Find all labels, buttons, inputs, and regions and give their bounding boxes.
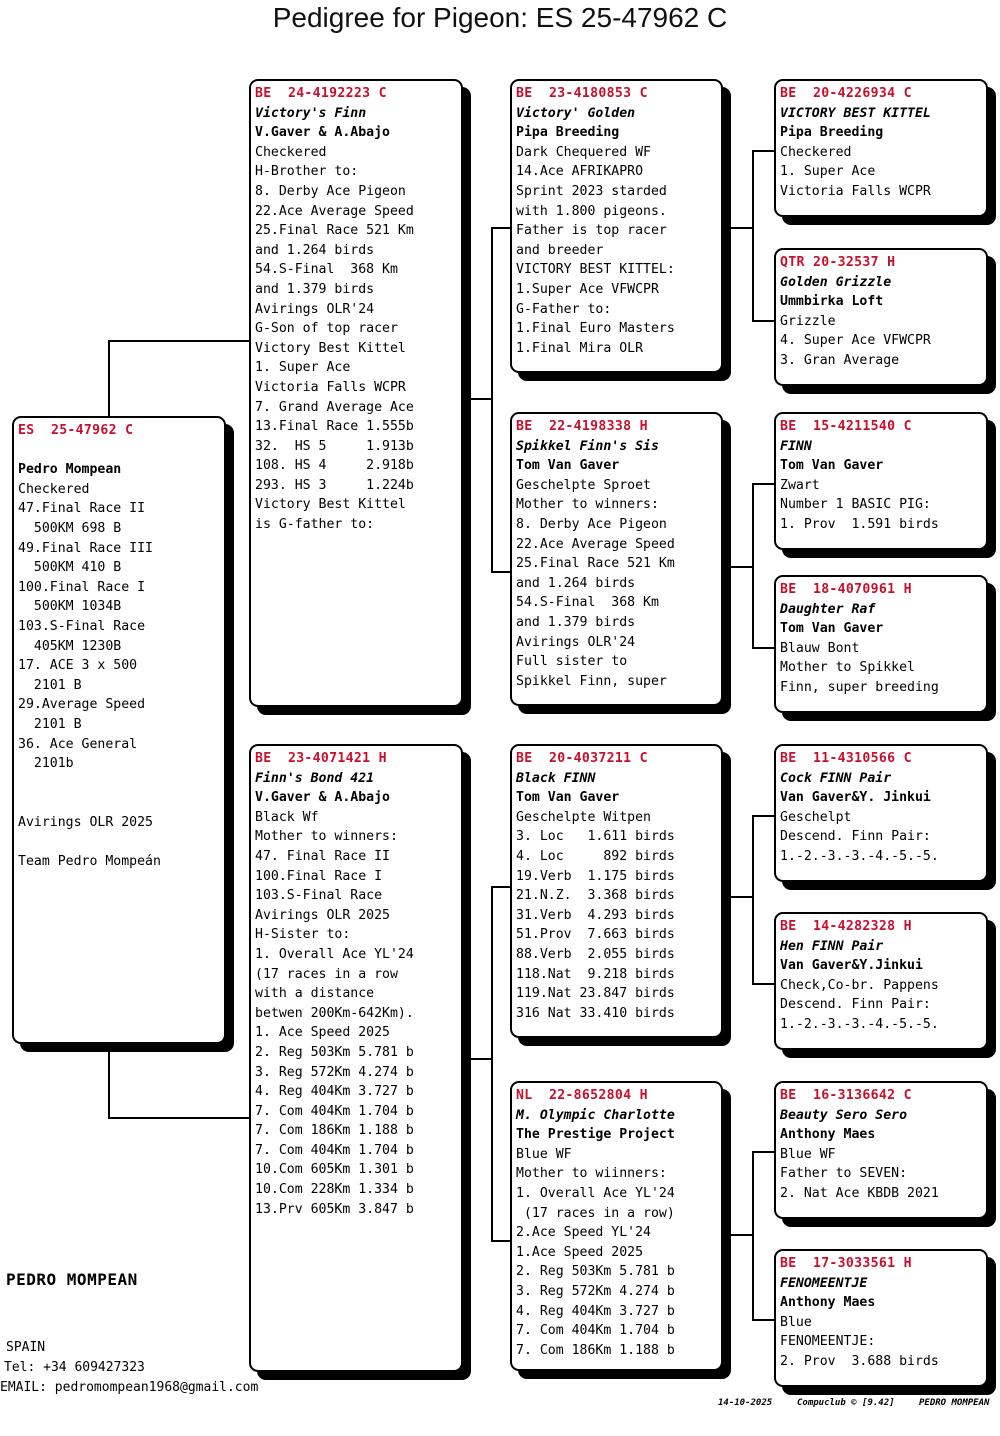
detail-line bbox=[18, 441, 220, 461]
detail-line bbox=[18, 793, 220, 813]
detail-line: 2. Reg 503Km 5.781 b bbox=[255, 1044, 414, 1060]
grandsire-paternal-card[interactable] bbox=[510, 79, 723, 373]
ring-number: BE 23-4071421 H bbox=[255, 751, 387, 766]
detail-line: 14.Ace AFRIKAPRO bbox=[516, 164, 644, 180]
page-title: Pedigree for Pigeon: ES 25-47962 C bbox=[272, 2, 728, 33]
great-grandparent-card-2[interactable] bbox=[774, 248, 988, 386]
pigeon-name: M. Olympic Charlotte bbox=[516, 1107, 675, 1123]
detail-line: and 1.379 birds bbox=[516, 614, 636, 630]
detail-line: with 1.800 pigeons. bbox=[516, 203, 667, 219]
detail-line: 7. Grand Average Ace bbox=[255, 399, 414, 415]
ring-number: ES 25-47962 C bbox=[18, 423, 134, 438]
detail-line: 100.Final Race I bbox=[255, 868, 383, 884]
footer-date: 14-10-2025 bbox=[718, 1398, 773, 1408]
connector-line bbox=[729, 227, 753, 229]
detail-line bbox=[18, 832, 220, 852]
detail-line: Blauw Bont bbox=[780, 640, 860, 656]
breeder-name: Ummbirka Loft bbox=[780, 294, 884, 310]
detail-line: Sprint 2023 starded bbox=[516, 183, 667, 199]
detail-line: Spikkel Finn, super bbox=[516, 673, 667, 689]
connector-line bbox=[752, 1319, 774, 1321]
detail-line: 103.S-Final Race bbox=[18, 618, 146, 634]
pigeon-name: FENOMEENTJE bbox=[780, 1275, 868, 1291]
detail-line: 2. Reg 503Km 5.781 b bbox=[516, 1264, 675, 1280]
detail-line: 7. Com 404Km 1.704 b bbox=[516, 1323, 675, 1339]
breeder-name: V.Gaver & A.Abajo bbox=[255, 125, 390, 141]
breeder-name: Tom Van Gaver bbox=[516, 458, 620, 474]
breeder-name: Van Gaver&Y. Jinkui bbox=[780, 790, 931, 806]
detail-line: 4. Loc 892 birds bbox=[516, 848, 675, 864]
detail-line: 17. ACE 3 x 500 bbox=[18, 658, 138, 674]
ring-number: BE 20-4037211 C bbox=[516, 751, 648, 766]
detail-line: Avirings OLR'24 bbox=[255, 301, 375, 317]
detail-line: 47. Final Race II bbox=[255, 848, 390, 864]
detail-line: 1. Prov 1.591 birds bbox=[780, 516, 939, 532]
detail-line: 13.Final Race 1.555b bbox=[255, 419, 414, 435]
connector-line bbox=[729, 1234, 753, 1236]
pigeon-name: Finn's Bond 421 bbox=[255, 770, 375, 786]
detail-line: Victory Best Kittel bbox=[255, 340, 406, 356]
detail-line: Black Wf bbox=[255, 809, 319, 825]
breeder-name: Anthony Maes bbox=[780, 1127, 876, 1143]
ring-number: BE 14-4282328 H bbox=[780, 919, 912, 934]
detail-line: 8. Derby Ace Pigeon bbox=[516, 516, 667, 532]
breeder-name: Tom Van Gaver bbox=[780, 458, 884, 474]
connector-line bbox=[108, 1048, 110, 1118]
detail-line: 4. Super Ace VFWCPR bbox=[780, 333, 931, 349]
detail-line: 49.Final Race III bbox=[18, 540, 153, 556]
ring-number: BE 18-4070961 H bbox=[780, 582, 912, 597]
detail-line: is G-father to: bbox=[255, 517, 375, 533]
detail-line: Victory Best Kittel bbox=[255, 497, 406, 513]
owner-country: SPAIN bbox=[6, 1340, 46, 1355]
detail-line: Pedro Mompean bbox=[18, 462, 122, 478]
breeder-name: Anthony Maes bbox=[780, 1295, 876, 1311]
detail-line: 1. Ace Speed 2025 bbox=[255, 1025, 390, 1041]
detail-line: Full sister to bbox=[516, 654, 628, 670]
ring-number: QTR 20-32537 H bbox=[780, 255, 896, 270]
subject-pigeon-card[interactable] bbox=[12, 416, 226, 1044]
great-grandparent-card-6[interactable] bbox=[774, 912, 988, 1050]
detail-line: 293. HS 3 1.224b bbox=[255, 477, 414, 493]
detail-line: Victoria Falls WCPR bbox=[780, 183, 931, 199]
detail-line: 1.Final Euro Masters bbox=[516, 321, 675, 337]
connector-line bbox=[752, 815, 754, 985]
detail-line: 1.-2.-3.-3.-4.-5.-5. bbox=[780, 1016, 939, 1032]
detail-line: 500KM 410 B bbox=[18, 560, 122, 576]
detail-line: 500KM 1034B bbox=[18, 599, 122, 615]
detail-line: 3. Reg 572Km 4.274 b bbox=[516, 1283, 675, 1299]
footer-owner: PEDRO MOMPEAN bbox=[919, 1398, 990, 1408]
detail-line: Mother to Spikkel bbox=[780, 660, 915, 676]
detail-line: 25.Final Race 521 Km bbox=[516, 556, 675, 572]
owner-name: PEDRO MOMPEAN bbox=[6, 1270, 138, 1289]
detail-line: Finn, super breeding bbox=[780, 679, 939, 695]
detail-line: and 1.264 birds bbox=[255, 242, 375, 258]
detail-line: 29.Average Speed bbox=[18, 697, 146, 713]
pigeon-name: FINN bbox=[780, 438, 812, 454]
ring-number: BE 22-4198338 H bbox=[516, 419, 648, 434]
ring-number: BE 20-4226934 C bbox=[780, 86, 912, 101]
connector-line bbox=[752, 1151, 774, 1153]
detail-line: Dark Chequered WF bbox=[516, 144, 651, 160]
connector-line bbox=[729, 566, 753, 568]
detail-line: 1. Super Ace bbox=[255, 360, 351, 376]
detail-line: VICTORY BEST KITTEL: bbox=[516, 262, 675, 278]
owner-email[interactable]: EMAIL: pedromompean1968@gmail.com bbox=[0, 1380, 259, 1395]
detail-line bbox=[18, 774, 220, 794]
detail-line: 1.Super Ace VFWCPR bbox=[516, 281, 659, 297]
detail-line: 4. Reg 404Km 3.727 b bbox=[255, 1084, 414, 1100]
connector-line bbox=[491, 571, 511, 573]
detail-line: Blue WF bbox=[780, 1146, 836, 1162]
detail-line: Geschelpte Witpen bbox=[516, 809, 651, 825]
pigeon-name: VICTORY BEST KITTEL bbox=[780, 105, 931, 121]
connector-line bbox=[752, 150, 754, 322]
detail-line: 3. Loc 1.611 birds bbox=[516, 829, 675, 845]
detail-line: Blue WF bbox=[516, 1146, 572, 1162]
detail-line: Blue bbox=[780, 1314, 812, 1330]
connector-line bbox=[491, 227, 511, 229]
detail-line: 2101b bbox=[18, 756, 74, 772]
great-grandparent-card-3[interactable] bbox=[774, 412, 988, 550]
breeder-name: The Prestige Project bbox=[516, 1127, 675, 1143]
detail-line: 32. HS 5 1.913b bbox=[255, 438, 414, 454]
detail-line: 7. Com 186Km 1.188 b bbox=[255, 1123, 414, 1139]
detail-line: 1.Ace Speed 2025 bbox=[516, 1244, 644, 1260]
detail-line: G-Father to: bbox=[516, 301, 612, 317]
detail-line: 405KM 1230B bbox=[18, 638, 122, 654]
connector-line bbox=[108, 1117, 250, 1119]
detail-line: 51.Prov 7.663 birds bbox=[516, 927, 675, 943]
detail-line: Descend. Finn Pair: bbox=[780, 829, 931, 845]
grandsire-maternal-card[interactable] bbox=[510, 744, 723, 1038]
detail-line: and 1.264 birds bbox=[516, 575, 636, 591]
detail-line: Victoria Falls WCPR bbox=[255, 379, 406, 395]
detail-line: 100.Final Race I bbox=[18, 579, 146, 595]
pigeon-name: Spikkel Finn's Sis bbox=[516, 438, 659, 454]
connector-line bbox=[752, 647, 774, 649]
connector-line bbox=[752, 150, 774, 152]
connector-line bbox=[752, 983, 774, 985]
detail-line: Mother to winners: bbox=[516, 497, 659, 513]
connector-line bbox=[752, 1151, 754, 1321]
detail-line: 3. Gran Average bbox=[780, 352, 900, 368]
detail-line: Zwart bbox=[780, 477, 820, 493]
owner-phone: Tel: +34 609427323 bbox=[4, 1360, 145, 1375]
detail-line: (17 races in a row) bbox=[516, 1205, 675, 1221]
detail-line: Descend. Finn Pair: bbox=[780, 997, 931, 1013]
ring-number: BE 11-4310566 C bbox=[780, 751, 912, 766]
connector-line bbox=[491, 227, 493, 573]
breeder-name: Pipa Breeding bbox=[780, 125, 884, 141]
pigeon-name: Black FINN bbox=[516, 770, 596, 786]
detail-line: 2101 B bbox=[18, 716, 82, 732]
detail-line: H-Sister to: bbox=[255, 927, 351, 943]
detail-line: 31.Verb 4.293 birds bbox=[516, 907, 675, 923]
detail-line: H-Brother to: bbox=[255, 164, 359, 180]
detail-line: 88.Verb 2.055 birds bbox=[516, 946, 675, 962]
detail-line: Geschelpt bbox=[780, 809, 852, 825]
connector-line bbox=[729, 896, 753, 898]
pigeon-name: Hen FINN Pair bbox=[780, 938, 884, 954]
detail-line: 3. Reg 572Km 4.274 b bbox=[255, 1064, 414, 1080]
detail-line: 47.Final Race II bbox=[18, 501, 146, 517]
detail-line: 1. Super Ace bbox=[780, 164, 876, 180]
detail-line: 4. Reg 404Km 3.727 b bbox=[516, 1303, 675, 1319]
detail-line: 2.Ace Speed YL'24 bbox=[516, 1225, 651, 1241]
detail-line: 22.Ace Average Speed bbox=[255, 203, 414, 219]
pigeon-name: Victory's Finn bbox=[255, 105, 367, 121]
pigeon-name: Golden Grizzle bbox=[780, 274, 892, 290]
detail-line: 108. HS 4 2.918b bbox=[255, 458, 414, 474]
breeder-name: Van Gaver&Y.Jinkui bbox=[780, 958, 923, 974]
detail-line: Check,Co-br. Pappens bbox=[780, 977, 939, 993]
connector-line bbox=[468, 398, 492, 400]
detail-line: 54.S-Final 368 Km bbox=[516, 595, 659, 611]
detail-line: 2. Nat Ace KBDB 2021 bbox=[780, 1185, 939, 1201]
connector-line bbox=[491, 886, 493, 1242]
connector-line bbox=[752, 483, 754, 649]
detail-line: 7. Com 404Km 1.704 b bbox=[255, 1103, 414, 1119]
detail-line: Grizzle bbox=[780, 313, 836, 329]
connector-line bbox=[108, 340, 110, 418]
detail-line: 316 Nat 33.410 birds bbox=[516, 1005, 675, 1021]
detail-line: 7. Com 404Km 1.704 b bbox=[255, 1142, 414, 1158]
connector-line bbox=[752, 320, 774, 322]
ring-number: BE 16-3136642 C bbox=[780, 1088, 912, 1103]
detail-line: Checkered bbox=[18, 481, 90, 497]
detail-line: G-Son of top racer bbox=[255, 321, 398, 337]
connector-line bbox=[491, 1240, 511, 1242]
connector-line bbox=[752, 483, 774, 485]
breeder-name: Tom Van Gaver bbox=[516, 790, 620, 806]
detail-line: 54.S-Final 368 Km bbox=[255, 262, 398, 278]
detail-line: 103.S-Final Race bbox=[255, 888, 383, 904]
detail-line: and breeder bbox=[516, 242, 604, 258]
connector-line bbox=[752, 815, 774, 817]
pigeon-name: Daughter Raf bbox=[780, 601, 876, 617]
detail-line: Team Pedro Mompeán bbox=[18, 854, 161, 870]
detail-line: 1.-2.-3.-3.-4.-5.-5. bbox=[780, 848, 939, 864]
detail-line: 1. Overall Ace YL'24 bbox=[255, 946, 414, 962]
detail-line: (17 races in a row bbox=[255, 966, 398, 982]
detail-line: 13.Prv 605Km 3.847 b bbox=[255, 1201, 414, 1217]
sire-card[interactable] bbox=[249, 79, 463, 707]
detail-line: Mother to winners: bbox=[255, 829, 398, 845]
detail-line: Checkered bbox=[255, 144, 327, 160]
ring-number: BE 17-3033561 H bbox=[780, 1256, 912, 1271]
great-grandparent-card-1[interactable] bbox=[774, 79, 988, 217]
pigeon-name: Victory' Golden bbox=[516, 105, 636, 121]
detail-line: 500KM 698 B bbox=[18, 520, 122, 536]
connector-line bbox=[491, 886, 511, 888]
detail-line: 10.Com 228Km 1.334 b bbox=[255, 1182, 414, 1198]
detail-line: 119.Nat 23.847 birds bbox=[516, 986, 675, 1002]
detail-line: Avirings OLR 2025 bbox=[18, 814, 153, 830]
detail-line: 19.Verb 1.175 birds bbox=[516, 868, 675, 884]
breeder-name: V.Gaver & A.Abajo bbox=[255, 790, 390, 806]
breeder-name: Pipa Breeding bbox=[516, 125, 620, 141]
granddam-maternal-card[interactable] bbox=[510, 1081, 723, 1371]
detail-line: 22.Ace Average Speed bbox=[516, 536, 675, 552]
breeder-name: Tom Van Gaver bbox=[780, 621, 884, 637]
granddam-paternal-card[interactable] bbox=[510, 412, 723, 706]
great-grandparent-card-5[interactable] bbox=[774, 744, 988, 882]
detail-line: Father is top racer bbox=[516, 223, 667, 239]
detail-line: 8. Derby Ace Pigeon bbox=[255, 183, 406, 199]
detail-line: 2101 B bbox=[18, 677, 82, 693]
detail-line: 1.Final Mira OLR bbox=[516, 340, 644, 356]
detail-line: 7. Com 186Km 1.188 b bbox=[516, 1342, 675, 1358]
detail-line: Mother to wiinners: bbox=[516, 1166, 667, 1182]
detail-line: 2. Prov 3.688 birds bbox=[780, 1353, 939, 1369]
ring-number: BE 24-4192223 C bbox=[255, 86, 387, 101]
detail-line: 21.N.Z. 3.368 birds bbox=[516, 888, 675, 904]
ring-number: BE 15-4211540 C bbox=[780, 419, 912, 434]
detail-line: 1. Overall Ace YL'24 bbox=[516, 1185, 675, 1201]
detail-line: and 1.379 birds bbox=[255, 281, 375, 297]
great-grandparent-card-4[interactable] bbox=[774, 575, 988, 713]
detail-line: Father to SEVEN: bbox=[780, 1166, 908, 1182]
detail-line: 118.Nat 9.218 birds bbox=[516, 966, 675, 982]
pigeon-name: Cock FINN Pair bbox=[780, 770, 892, 786]
detail-line: Avirings OLR 2025 bbox=[255, 907, 390, 923]
detail-line: 25.Final Race 521 Km bbox=[255, 223, 414, 239]
detail-line: Avirings OLR'24 bbox=[516, 634, 636, 650]
ring-number: NL 22-8652804 H bbox=[516, 1088, 648, 1103]
dam-card[interactable] bbox=[249, 744, 463, 1372]
pigeon-name: Beauty Sero Sero bbox=[780, 1107, 908, 1123]
detail-line: 36. Ace General bbox=[18, 736, 138, 752]
connector-line bbox=[108, 340, 250, 342]
detail-line: Number 1 BASIC PIG: bbox=[780, 497, 931, 513]
great-grandparent-card-8[interactable] bbox=[774, 1249, 988, 1387]
detail-line: betwen 200Km-642Km). bbox=[255, 1005, 414, 1021]
detail-line: 10.Com 605Km 1.301 b bbox=[255, 1162, 414, 1178]
detail-line: Checkered bbox=[780, 144, 852, 160]
detail-line: FENOMEENTJE: bbox=[780, 1334, 876, 1350]
great-grandparent-card-7[interactable] bbox=[774, 1081, 988, 1219]
ring-number: BE 23-4180853 C bbox=[516, 86, 648, 101]
footer-software: Compuclub © [9.42] bbox=[797, 1398, 895, 1408]
detail-line: Geschelpte Sproet bbox=[516, 477, 651, 493]
connector-line bbox=[468, 1058, 492, 1060]
detail-line: with a distance bbox=[255, 986, 375, 1002]
